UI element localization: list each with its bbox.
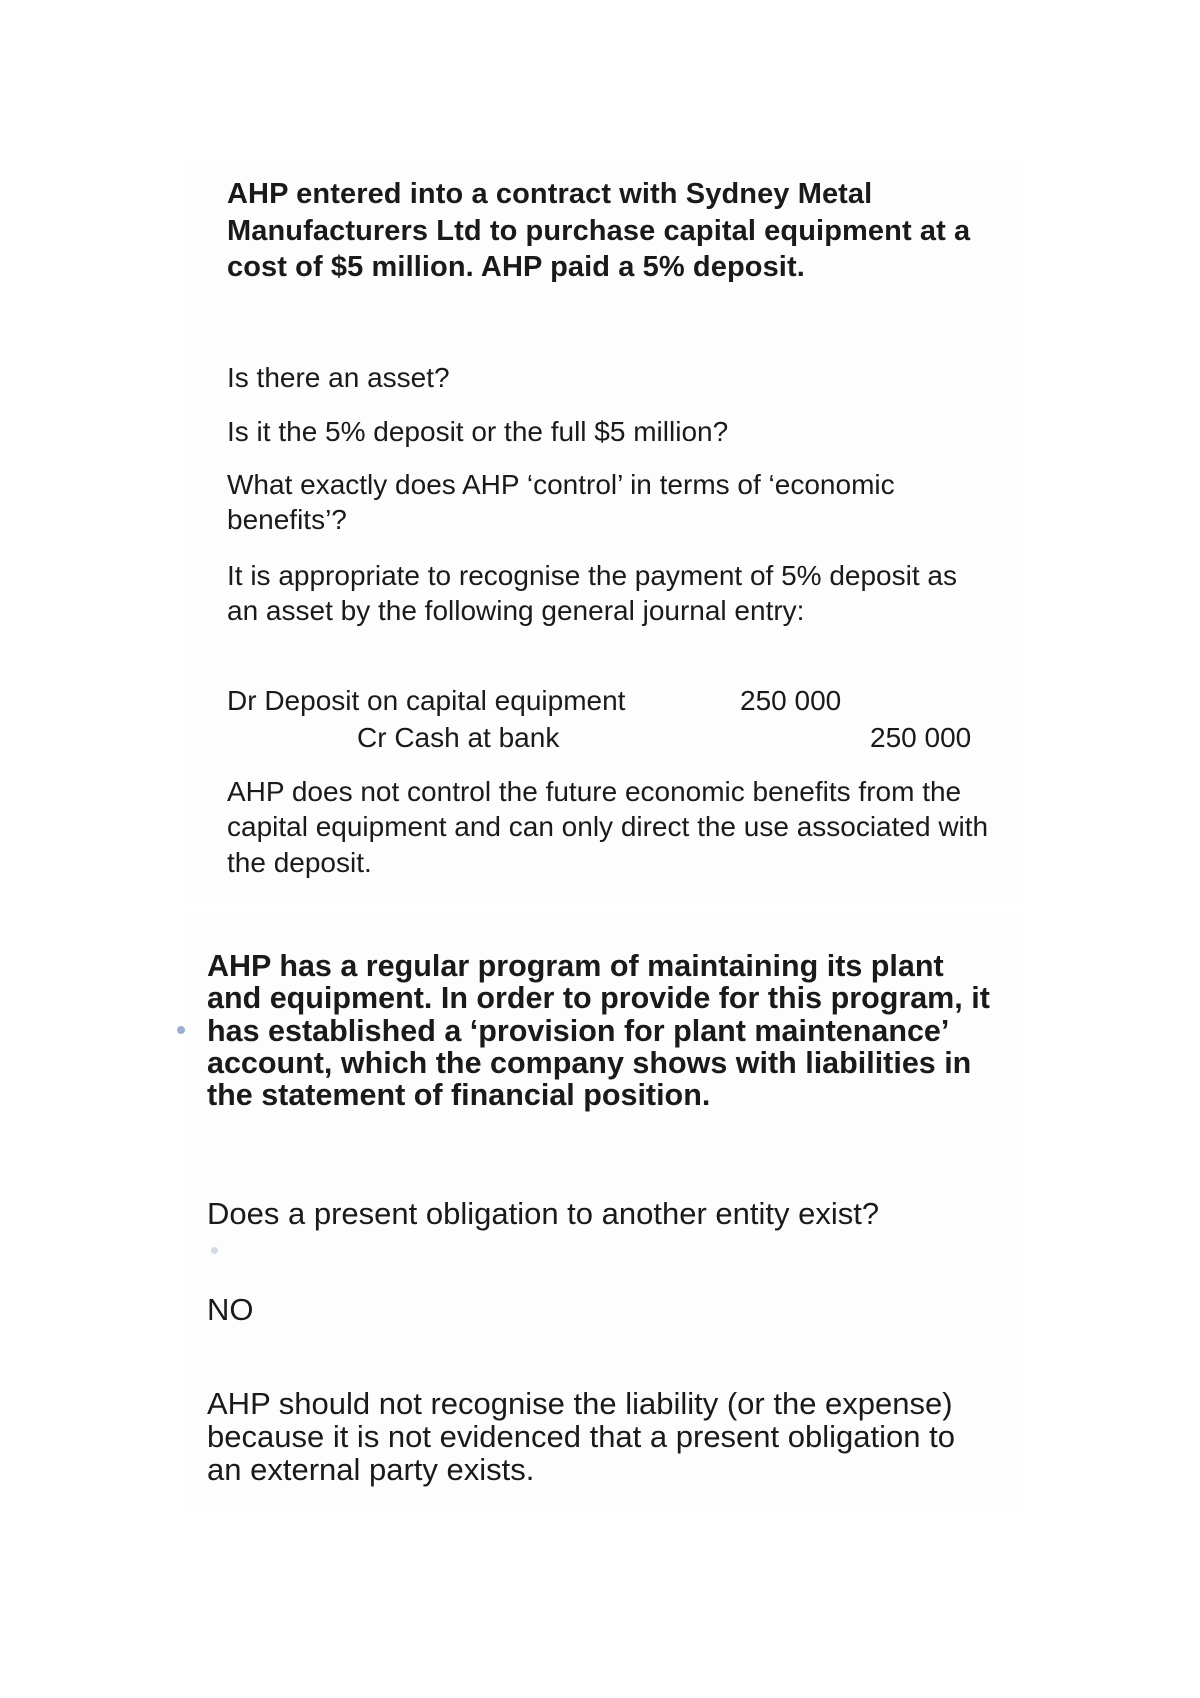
- journal-credit-label: Cr Cash at bank: [357, 722, 560, 753]
- slide-provision-maintenance: [185, 912, 1025, 1506]
- bullet-dot-icon: [177, 1026, 185, 1034]
- question-control: What exactly does AHP ‘control’ in terms of ‘economic benefits’?: [227, 469, 895, 536]
- journal-debit-amount: 250 000: [740, 685, 842, 716]
- slide2-explanation: AHP should not recognise the liability (or the expense) because it is not evidenced that a present obligation to an external party exists.: [207, 1386, 955, 1487]
- slide2-heading: AHP has a regular program of maintaining its plant and equipment. In order to provide for this program, it has established a ‘provision for plant maintenance’ account, which the company shows with liabilities in the statement of financial position.: [207, 949, 990, 1113]
- slide1-heading: AHP entered into a contract with Sydney Metal Manufacturers Ltd to purchase capital equipment at a cost of $5 million. AHP paid a 5% deposit.: [227, 178, 971, 284]
- question-asset: Is there an asset?: [227, 362, 450, 393]
- journal-credit-amount: 250 000: [870, 722, 972, 753]
- question-deposit-or-full: Is it the 5% deposit or the full $5 million?: [227, 416, 729, 447]
- slide2-question: Does a present obligation to another entity exist?: [207, 1196, 880, 1231]
- slide1-conclusion: AHP does not control the future economic benefits from the capital equipment and can only direct the use associated with the deposit.: [227, 776, 989, 878]
- slide2-answer: NO: [207, 1292, 254, 1327]
- slide-deposit-asset: [185, 160, 1025, 905]
- recognition-statement: It is appropriate to recognise the payment of 5% deposit as an asset by the following general journal entry:: [227, 560, 957, 627]
- journal-debit-label: Dr Deposit on capital equipment: [227, 685, 626, 716]
- bullet-dot-icon: [211, 1247, 218, 1254]
- journal-entry: [227, 685, 1007, 765]
